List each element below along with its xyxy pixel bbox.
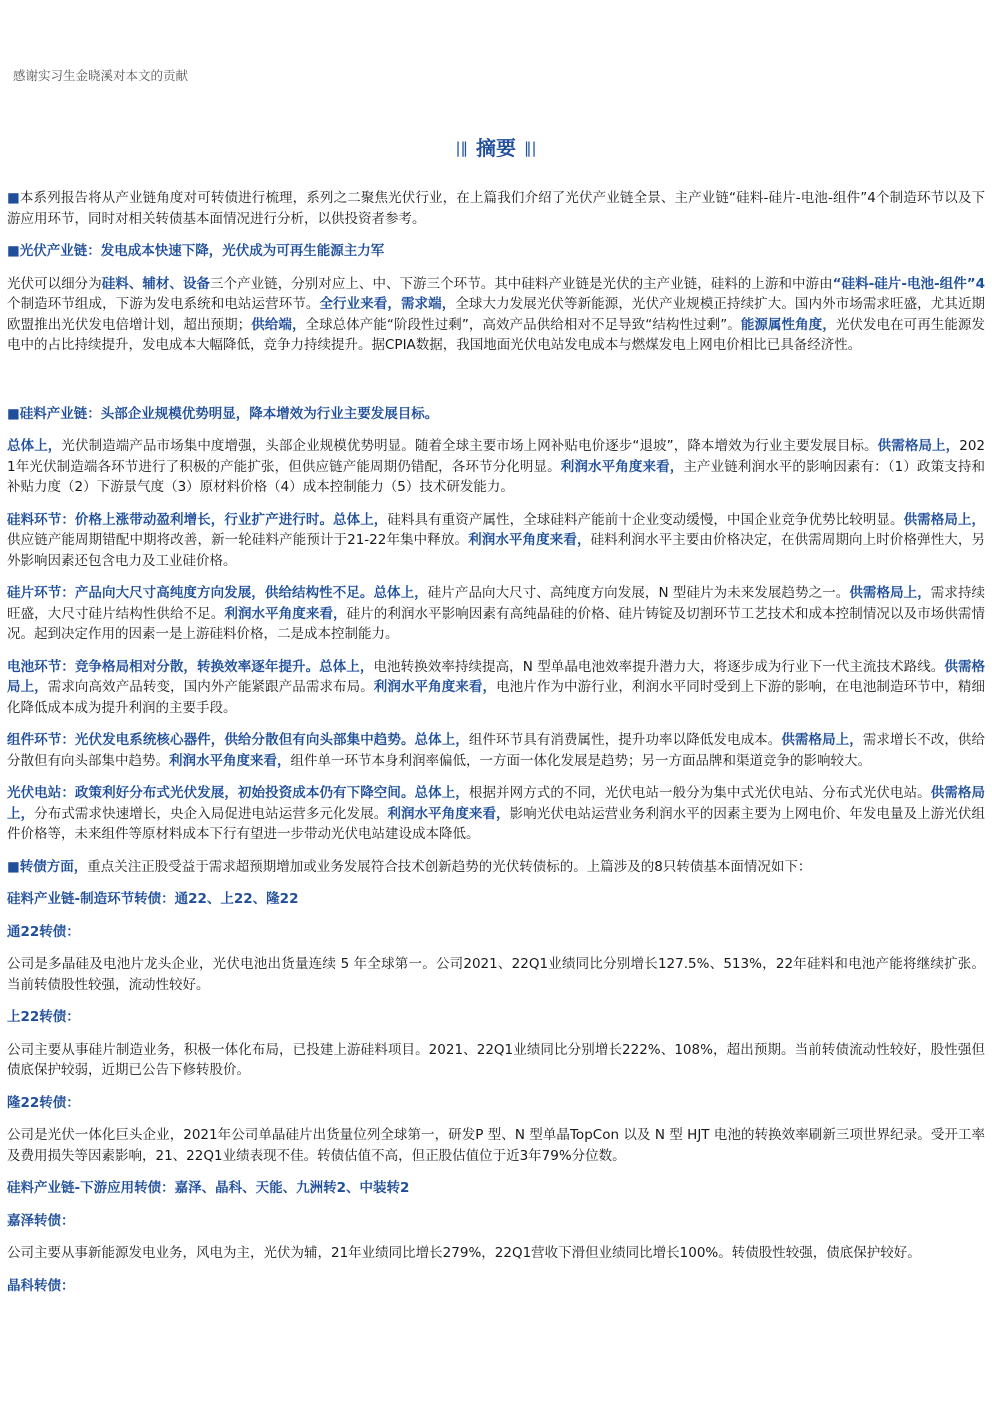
body-text: 光伏发电在可再生能源发电中的占比持续提升，发电成本大幅降低，竞争力持续提升。据CPIA数据，我国地面光伏电站发电成本与燃煤发电上网电价相比已具备经济性。 <box>7 316 985 353</box>
square-bullet-icon: ■ <box>7 190 20 206</box>
bold-highlight-text: 硅料环节：价格上涨带动盈利增长，行业扩产进行时。总体上， <box>7 511 388 528</box>
bond-description: 公司主要从事新能源发电业务，风电为主，光伏为辅，21年业绩同比增长279%，22Q1营收下滑但业绩同比增长100%。转债股性较强，债底保护较好。 <box>7 1245 921 1261</box>
intro-text: 本系列报告将从产业链角度对可转债进行梳理，系列之二聚焦光伏行业，在上篇我们介绍了光伏产业链全景、主产业链“硅料-硅片-电池-组件”4个制造环节以及下游应用环节，同时对相关转债基本面情况进行分析，以供投资者参考。 <box>7 190 985 227</box>
bold-highlight-text: 利润水平角度来看， <box>224 605 347 622</box>
bold-highlight-text: 供需格局上， <box>877 438 960 454</box>
bold-highlight-text: 能源属性角度， <box>740 316 836 333</box>
bond-name: 上22转债： <box>7 1009 80 1025</box>
square-bullet-icon: ■ <box>7 243 20 259</box>
module-paragraph <box>7 730 985 771</box>
body-text: 根据并网方式的不同，光伏电站一般分为集中式光伏电站、分布式光伏电站。 <box>468 785 931 801</box>
bond-description: 公司是光伏一体化巨头企业，2021年公司单晶硅片出货量位列全球第一，研发P 型、N 型单晶TopCon 以及 N 型 HJT 电池的转换效率刷新三项世界纪录。受开工率及费用损失等因素影响，21、22Q1业绩表现不佳。转债估值不高，但正股估值位于近3年79%分位数。 <box>7 1127 985 1164</box>
cell-paragraph <box>7 657 985 719</box>
spacer <box>7 368 985 404</box>
abstract-title: 摘要 <box>476 136 516 160</box>
body-text: 主产业链利润水平的影响因素有：（1）政策支持和补贴力度（2）下游景气度（3）原材料价格（4）成本控制能力（5）技术研发能力。 <box>7 458 985 495</box>
bold-highlight-text: 供给端， <box>251 316 306 333</box>
body-text: 影响光伏电站运营业务利润水平的因素主要为上网电价、年发电量及上游光伏组件价格等，未来组件等原材料成本下行有望进一步带动光伏电站建设成本降低。 <box>7 805 986 842</box>
bold-highlight-text: 利润水平角度来看， <box>169 752 291 769</box>
body-text: 电池片作为中游行业，利润水平同时受到上下游的影响，在电池制造环节中，精细化降低成本成为提升利润的主要手段。 <box>7 679 986 716</box>
bond-name: 嘉泽转债： <box>7 1212 75 1229</box>
bold-highlight-text: 供需格局上， <box>849 585 931 601</box>
bold-highlight-text: 供需格局上， <box>7 658 986 695</box>
body-text: 分布式需求快速增长，央企入局促进电站运营多元化发展。 <box>34 805 388 822</box>
bond-description: 公司主要从事硅片制造业务，积极一体化布局，已投建上游硅料项目。2021、22Q1业绩同比分别增长222%、108%，超出预期。当前转债流动性较好，股性强但债底保护较弱，近期已公告下修转股价。 <box>7 1041 985 1078</box>
body-text: 需求持续旺盛，大尺寸硅片结构性供给不足。 <box>7 585 986 622</box>
body-text: 三个产业链，分别对应上、中、下游三个环节。其中硅料产业链是光伏的主产业链，硅料的上游和中游由 <box>210 275 833 292</box>
bond-description: 公司是多晶硅及电池片龙头企业，光伏电池出货量连续 5 年全球第一。公司2021、22Q1业绩同比分别增长127.5%、513%，22年硅料和电池产能将继续扩张。当前转债股性较强，流动性较好。 <box>7 956 985 993</box>
abstract-content <box>7 188 985 1308</box>
body-text: 光伏制造端产品市场集中度增强，头部企业规模优势明显。随着全球主要市场上网补贴电价逐步“退坡”，降本增效为行业主要发展目标。 <box>61 438 878 454</box>
body-text: 硅片的利润水平影响因素有高纯晶硅的价格、硅片铸锭及切割环节工艺技术和成本控制情况以及市场供需情况。起到决定作用的因素一是上游硅料价格，二是成本控制能力。 <box>7 605 986 642</box>
body-text: 电池转换效率持续提高，N 型单晶电池效率提升潜力大，将逐步成为行业下一代主流技术路线。 <box>373 658 945 675</box>
bold-highlight-text: 组件环节：光伏发电系统核心器件，供给分散但有向头部集中趋势。总体上， <box>7 732 469 748</box>
square-bullet-icon: ■ <box>7 858 20 875</box>
bold-highlight-text: 总体上， <box>7 438 62 454</box>
body-text: 硅料具有重资产属性，全球硅料产能前十企业变动缓慢，中国企业竞争优势比较明显。 <box>387 511 904 528</box>
square-bullet-icon: ■ <box>7 405 20 422</box>
body-text: 全球大力发展光伏等新能源，光伏产业规模正持续扩大。国内外市场需求旺盛，尤其近期欧盟推出光伏发电倍增计划，超出预期； <box>7 296 986 333</box>
bold-highlight-text: 转债方面， <box>19 858 88 875</box>
bond-name: 通22转债： <box>7 923 80 940</box>
bold-highlight-text: 利润水平角度来看， <box>560 458 684 475</box>
bold-highlight-text: 供需格局上， <box>7 785 986 822</box>
body-text: 重点关注正股受益于需求超预期增加或业务发展符合技术创新趋势的光伏转债标的。上篇涉及的8只转债基本面情况如下： <box>87 858 812 875</box>
section-heading: ■硅料产业链：头部企业规模优势明显，降本增效为行业主要发展目标。 <box>7 405 439 422</box>
intro-paragraph <box>7 188 985 229</box>
bold-highlight-text: “硅料-硅片-电池-组件”4 <box>832 275 986 292</box>
abstract-title-block <box>0 132 992 161</box>
pv-chain-paragraph <box>7 274 985 356</box>
power-station-paragraph <box>7 783 985 845</box>
body-text: 全球总体产能“阶段性过剩”，高效产品供给相对不足导致“结构性过剩”。 <box>305 316 741 333</box>
bold-highlight-text: 供需格局上， <box>781 732 863 748</box>
body-text: 组件单一环节本身利润率偏低，一方面一体化发展是趋势；另一方面品牌和渠道竞争的影响较大。 <box>290 752 871 769</box>
title-left-bar-icon: |‖ <box>455 139 468 157</box>
body-text: 组件环节具有消费属性，提升功率以降低发电成本。 <box>468 732 782 748</box>
bond-name: 晶科转债： <box>7 1277 75 1294</box>
acknowledgement: 感谢实习生金晓溪对本文的贡献 <box>13 68 189 83</box>
manufacturing-heading: 硅料产业链-制造环节转债：通22、上22、隆22 <box>7 891 299 907</box>
body-text: 需求增长不改，供给分散但有向头部集中趋势。 <box>7 732 986 769</box>
polysilicon-paragraph <box>7 510 985 572</box>
bold-highlight-text: 硅片环节：产品向大尺寸高纯度方向发展，供给结构性不足。总体上， <box>7 585 428 601</box>
body-text: 供应链产能周期错配中期将改善，新一轮硅料产能预计于21-22年集中释放。 <box>7 532 469 548</box>
overall-paragraph <box>7 436 985 498</box>
body-text: 硅料利润水平主要由价格决定，在供需周期向上时价格弹性大，另外影响因素还包含电力及工业硅价格。 <box>7 532 986 569</box>
section-heading: ■光伏产业链：发电成本快速下降，光伏成为可再生能源主力军 <box>7 243 385 259</box>
title-right-bar-icon: ‖| <box>524 139 537 157</box>
bond-name: 隆22转债： <box>7 1094 80 1111</box>
convertibles-intro <box>7 857 985 878</box>
bold-highlight-text: 光伏电站：政策利好分布式光伏发展，初始投资成本仍有下降空间。总体上， <box>7 785 469 801</box>
bold-highlight-text: 全行业来看，需求端， <box>319 296 456 312</box>
bold-highlight-text: 硅料、辅材、设备 <box>101 275 211 292</box>
wafer-paragraph <box>7 583 985 645</box>
bold-highlight-text: 利润水平角度来看， <box>387 805 510 822</box>
body-text: 光伏可以细分为 <box>7 275 102 292</box>
body-text: 需求向高效产品转变，国内外产能紧跟产品需求布局。 <box>47 679 374 695</box>
bold-highlight-text: 利润水平角度来看， <box>373 679 497 695</box>
body-text: 硅片产品向大尺寸、高纯度方向发展，N 型硅片为未来发展趋势之一。 <box>427 585 850 601</box>
downstream-heading: 硅料产业链-下游应用转债：嘉泽、晶科、天能、九洲转2、中装转2 <box>7 1180 410 1196</box>
body-text: 2021年光伏制造端各环节进行了积极的产能扩张，但供应链产能周期仍错配，各环节分化明显。 <box>7 438 986 475</box>
bold-highlight-text: 供需格局上， <box>903 511 986 528</box>
bold-highlight-text: 利润水平角度来看， <box>468 532 591 548</box>
bold-highlight-text: 电池环节：竞争格局相对分散，转换效率逐年提升。总体上， <box>7 658 374 675</box>
body-text: 个制造环节组成，下游为发电系统和电站运营环节。 <box>7 296 320 312</box>
